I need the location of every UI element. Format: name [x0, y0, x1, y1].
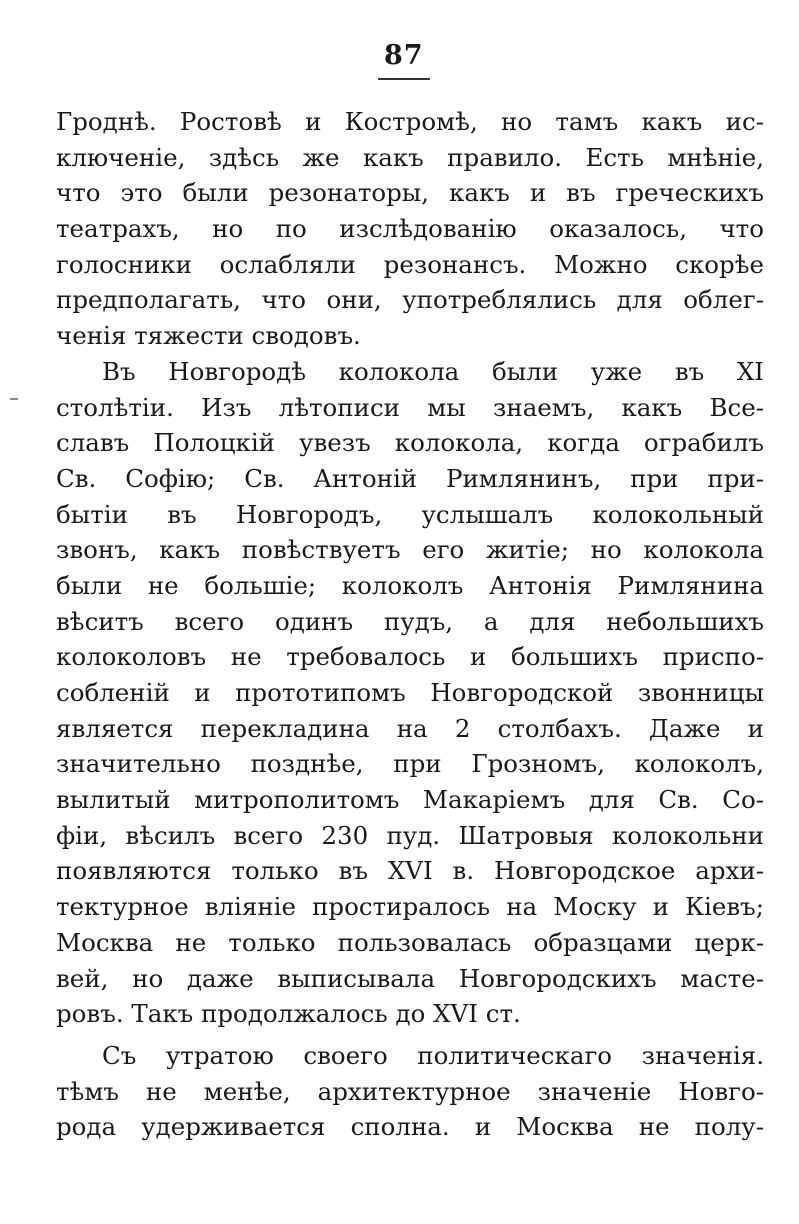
text-line: тектурное вліяніе простиралось на Моску и Кіевъ; — [56, 892, 764, 922]
text-line: Св. Софію; Св. Антоній Римлянинъ, при при- — [56, 463, 764, 493]
text-line: что это были резонаторы, какъ и въ греческихъ — [56, 178, 764, 208]
text-line: собленій и прототипомъ Новгородской звонницы — [56, 678, 764, 707]
paragraph-1 — [56, 104, 764, 354]
page-number-rule — [378, 78, 430, 80]
body-text — [56, 104, 764, 1145]
text-line: ровъ. Такъ продолжалось до XVI ст. — [56, 999, 521, 1029]
text-line: фіи, вѣсилъ всего 230 пуд. Шатровыя колокольни — [56, 820, 764, 850]
text-line: голосники ослабляли резонансъ. Можно скорѣе — [56, 249, 764, 279]
text-line: вѣситъ всего одинъ пудъ, а для небольшихъ — [56, 606, 764, 636]
text-line: славъ Полоцкій увезъ колокола, когда ограбилъ — [56, 428, 764, 458]
text-line: Москва не только пользовалась образцами церк- — [56, 927, 764, 957]
text-line: были не большіе; колоколъ Антонія Римлянина — [56, 570, 764, 600]
text-line: является перекладина на 2 столбахъ. Даже и — [56, 713, 764, 743]
text-line: вей, но даже выписывала Новгородскихъ масте- — [56, 963, 764, 993]
text-line: Въ Новгородѣ колокола были уже въ XI — [102, 356, 764, 386]
text-line: колоколовъ не требовалось и большихъ приспо- — [56, 642, 764, 672]
text-line: театрахъ, но по изслѣдованію оказалось, что — [56, 214, 764, 244]
text-line: тѣмъ не менѣе, архитектурное значеніе Новго- — [56, 1076, 764, 1106]
paragraph-3 — [56, 1038, 764, 1145]
text-line: Съ утратою своего политическаго значенія. — [102, 1040, 764, 1070]
text-line: рода удерживается сполна. и Москва не полу- — [56, 1112, 764, 1142]
page-number: 87 — [384, 40, 424, 71]
paragraph-2 — [56, 354, 764, 1032]
margin-mark — [10, 398, 18, 400]
text-line: бытіи въ Новгородъ, услышалъ колокольный — [56, 499, 764, 529]
text-line: предполагать, что они, употреблялись для облег- — [56, 285, 764, 315]
text-line: Гроднѣ. Ростовѣ и Костромѣ, но тамъ какъ ис- — [56, 107, 764, 136]
text-line: ченія тяжести сводовъ. — [56, 321, 361, 351]
text-line: звонъ, какъ повѣствуетъ его житіе; но колокола — [56, 535, 764, 565]
text-line: ключеніе, здѣсь же какъ правило. Есть мнѣніе, — [56, 142, 764, 172]
text-line: вылитый митрополитомъ Макаріемъ для Св. Со- — [56, 785, 764, 815]
text-line: появляются только въ XVI в. Новгородское архи- — [56, 856, 764, 886]
text-line: столѣтіи. Изъ лѣтописи мы знаемъ, какъ Все- — [56, 392, 764, 422]
text-line: значительно позднѣе, при Грозномъ, колоколъ, — [56, 749, 764, 779]
